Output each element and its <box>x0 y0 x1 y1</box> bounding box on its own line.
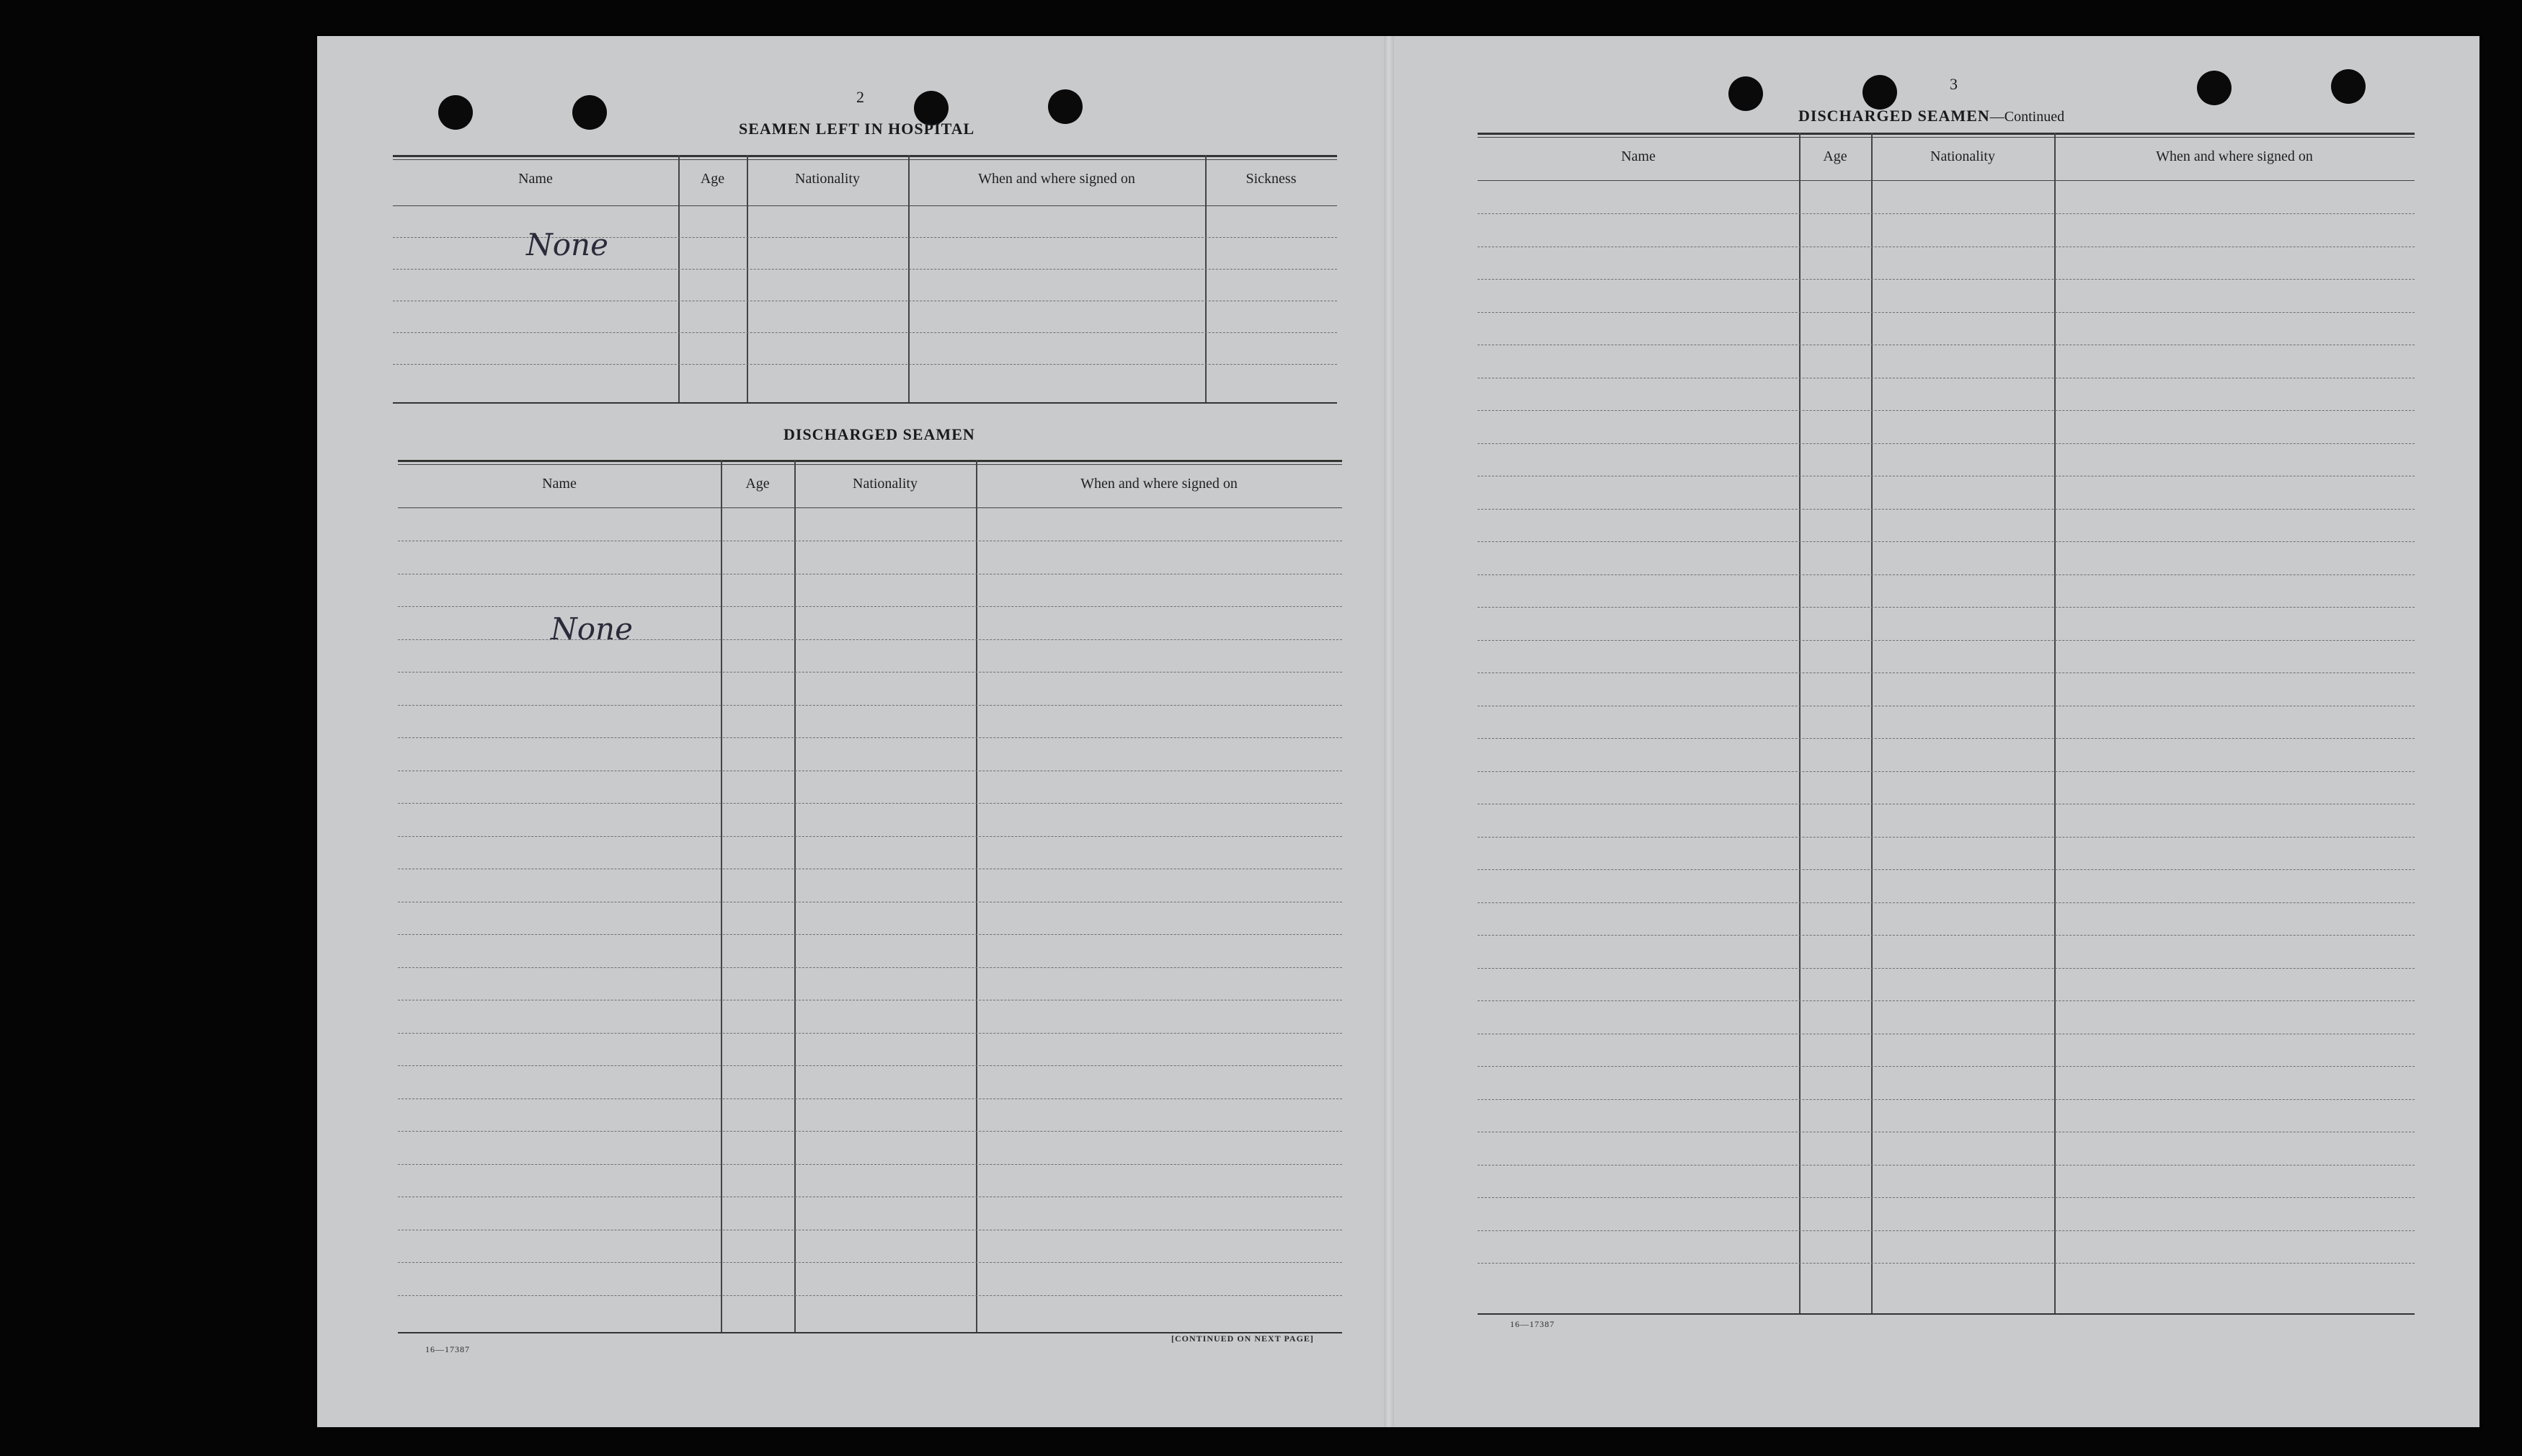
col-header-age: Age <box>1823 148 1847 164</box>
ruled-row-line <box>1478 935 2415 936</box>
punch-hole <box>2197 71 2232 105</box>
ruled-row-line <box>398 803 1342 804</box>
title-main: DISCHARGED SEAMEN <box>1798 107 1990 125</box>
ruled-row-line <box>398 1033 1342 1034</box>
ruled-row-line <box>1478 1165 2415 1166</box>
ruled-row-line <box>1478 1263 2415 1264</box>
ruled-row-line <box>1478 837 2415 838</box>
punch-hole <box>1048 89 1083 124</box>
ruled-row-line <box>398 1295 1342 1296</box>
ruled-row-line <box>1478 1230 2415 1231</box>
ruled-row-line <box>398 606 1342 607</box>
ruled-row-line <box>1478 213 2415 214</box>
ruled-row-line <box>398 705 1342 706</box>
ruled-row-line <box>1478 509 2415 510</box>
ruled-row-line <box>398 1262 1342 1263</box>
col-header-signed-on: When and where signed on <box>978 171 1135 187</box>
ruled-row-line <box>398 967 1342 968</box>
ruled-row-line <box>398 934 1342 935</box>
ruled-row-line <box>1478 574 2415 575</box>
ruled-row-line <box>1478 1099 2415 1100</box>
ruled-row-line <box>398 1065 1342 1066</box>
ruled-row-line <box>398 1164 1342 1165</box>
page-number-right: 3 <box>1950 75 1958 93</box>
discharged-title: DISCHARGED SEAMEN <box>783 425 975 443</box>
col-header-name: Name <box>518 171 553 187</box>
discharged-continued-table <box>1478 133 2415 1315</box>
ruled-row-line <box>1478 869 2415 870</box>
punch-hole <box>1862 75 1897 110</box>
page-fold <box>1384 36 1394 1427</box>
ruled-row-line <box>398 1131 1342 1132</box>
ruled-row-line <box>1478 410 2415 411</box>
col-header-age: Age <box>700 171 725 187</box>
page-number-left: 2 <box>856 88 864 106</box>
ruled-row-line <box>398 639 1342 640</box>
ruled-row-line <box>1478 968 2415 969</box>
discharged-continued-title <box>1798 107 2064 125</box>
ruled-row-line <box>1478 1000 2415 1001</box>
col-header-sickness: Sickness <box>1246 171 1297 187</box>
discharged-table <box>398 460 1342 1333</box>
form-sheet <box>317 36 2479 1427</box>
ruled-row-line <box>1478 1066 2415 1067</box>
punch-hole <box>1728 76 1763 111</box>
punch-hole <box>2331 69 2366 104</box>
hospital-title: SEAMEN LEFT IN HOSPITAL <box>739 120 975 138</box>
col-header-name: Name <box>1621 148 1656 164</box>
ruled-row-line <box>1478 1197 2415 1198</box>
title-sub: —Continued <box>1989 109 2065 125</box>
col-header-name: Name <box>542 476 577 492</box>
ruled-row-line <box>1478 672 2415 673</box>
col-header-signed-on: When and where signed on <box>1080 476 1238 492</box>
punch-hole <box>438 95 473 130</box>
ruled-row-line <box>398 1098 1342 1099</box>
ruled-row-line <box>398 737 1342 738</box>
ruled-row-line <box>398 836 1342 837</box>
ruled-row-line <box>1478 738 2415 739</box>
col-header-nationality: Nationality <box>795 171 860 187</box>
ruled-row-line <box>1478 312 2415 313</box>
form-number-right: 16—17387 <box>1510 1319 1555 1329</box>
ruled-row-line <box>1478 640 2415 641</box>
discharged-entry-none: None <box>551 611 633 647</box>
col-header-nationality: Nationality <box>853 476 918 492</box>
col-header-age: Age <box>745 476 770 492</box>
hospital-entry-none: None <box>526 227 608 262</box>
col-header-nationality: Nationality <box>1930 148 1995 164</box>
ruled-row-line <box>1478 771 2415 772</box>
continued-note: [CONTINUED ON NEXT PAGE] <box>1171 1333 1314 1344</box>
punch-hole <box>572 95 607 130</box>
form-number-left: 16—17387 <box>425 1344 470 1354</box>
ruled-row-line <box>1478 279 2415 280</box>
hospital-table <box>393 155 1337 404</box>
ruled-row-line <box>1478 541 2415 542</box>
ruled-row-line <box>1478 443 2415 444</box>
ruled-row-line <box>1478 607 2415 608</box>
col-header-signed-on: When and where signed on <box>2156 148 2313 164</box>
ruled-row-line <box>1478 902 2415 903</box>
